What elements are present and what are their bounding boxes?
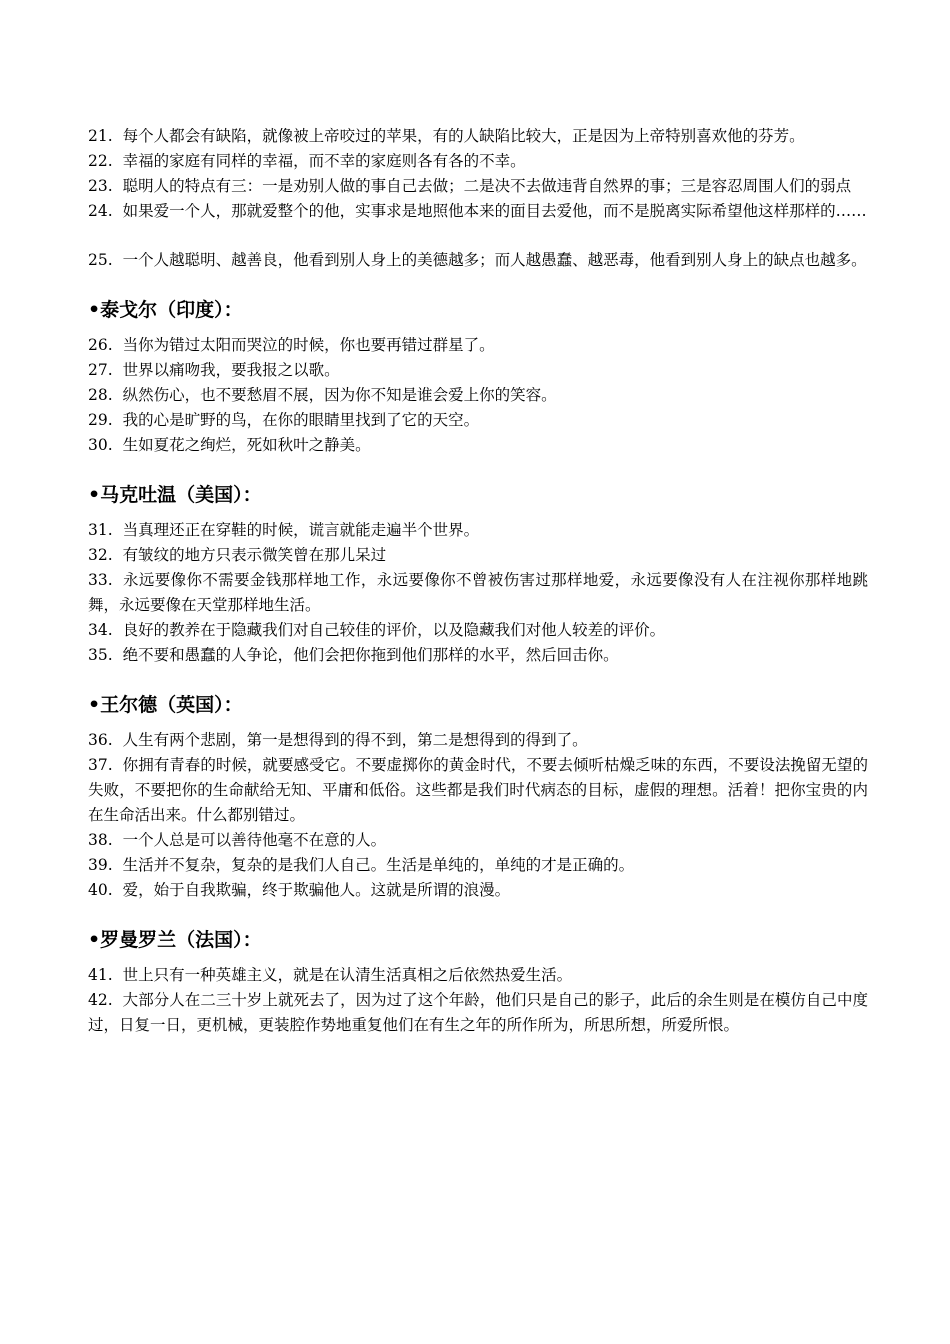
- quote-number: 39.: [88, 856, 113, 874]
- quote-item: [88, 828, 868, 853]
- quote-number: 35.: [88, 646, 113, 664]
- quote-number: 42.: [88, 991, 113, 1009]
- quote-item: [88, 149, 868, 174]
- section-tagore: [88, 297, 868, 458]
- quote-number: 40.: [88, 881, 113, 899]
- quote-text: 生活并不复杂，复杂的是我们人自己。生活是单纯的，单纯的才是正确的。: [122, 856, 635, 874]
- quote-number: 26.: [88, 336, 113, 354]
- section-heading: •泰戈尔（印度）：: [88, 299, 243, 321]
- quote-number: 30.: [88, 436, 113, 454]
- quote-text: 纵然伤心，也不要愁眉不展，因为你不知是谁会爱上你的笑容。: [122, 386, 557, 404]
- quote-item: [88, 963, 868, 988]
- quote-text: 如果爱一个人，那就爱整个的他，实事求是地照他本来的面目去爱他，而不是脱离实际希望他这样那样的……: [122, 202, 867, 220]
- quote-item: [88, 199, 868, 224]
- quote-number: 25.: [88, 251, 113, 269]
- quote-number: 21.: [88, 127, 113, 145]
- quote-item: [88, 878, 868, 903]
- quote-number: 34.: [88, 621, 113, 639]
- quote-text: 聪明人的特点有三：一是劝别人做的事自己去做；二是决不去做违背自然界的事；三是容忍周围人们的弱点: [122, 177, 852, 195]
- spacer: [88, 668, 868, 692]
- quote-text: 有皱纹的地方只表示微笑曾在那儿呆过: [122, 546, 387, 564]
- quote-number: 33.: [88, 571, 113, 589]
- quote-number: 22.: [88, 152, 113, 170]
- quote-text: 爱，始于自我欺骗，终于欺骗他人。这就是所谓的浪漫。: [122, 881, 511, 899]
- quote-number: 32.: [88, 546, 113, 564]
- quote-text: 大部分人在二三十岁上就死去了，因为过了这个年龄，他们只是自己的影子，此后的余生则是在模仿自己中度过，日复一日，更机械，更装腔作势地重复他们在有生之年的所作所为，所思所想，所爱所恨。: [88, 991, 868, 1034]
- quote-text: 永远要像你不需要金钱那样地工作，永远要像你不曾被伤害过那样地爱，永远要像没有人在注视你那样地跳舞，永远要像在天堂那样地生活。: [88, 571, 868, 614]
- quote-item: [88, 358, 868, 383]
- quote-text: 一个人总是可以善待他毫不在意的人。: [122, 831, 387, 849]
- quote-number: 38.: [88, 831, 113, 849]
- quote-text: 绝不要和愚蠢的人争论，他们会把你拖到他们那样的水平，然后回击你。: [122, 646, 619, 664]
- quote-text: 世上只有一种英雄主义，就是在认清生活真相之后依然热爱生活。: [122, 966, 573, 984]
- quote-item: [88, 988, 868, 1038]
- section-wilde: [88, 692, 868, 903]
- document-page: [88, 124, 868, 1038]
- quote-text: 每个人都会有缺陷，就像被上帝咬过的苹果，有的人缺陷比较大，正是因为上帝特别喜欢他的芬芳。: [122, 127, 805, 145]
- quote-text: 人生有两个悲剧，第一是想得到的得不到，第二是想得到的得到了。: [122, 731, 588, 749]
- spacer: [88, 224, 868, 248]
- quote-number: 37.: [88, 756, 113, 774]
- quote-item: [88, 728, 868, 753]
- quote-text: 我的心是旷野的鸟，在你的眼睛里找到了它的天空。: [122, 411, 480, 429]
- quote-number: 29.: [88, 411, 113, 429]
- quote-number: 36.: [88, 731, 113, 749]
- quote-item: [88, 248, 868, 273]
- quote-item: [88, 643, 868, 668]
- quote-number: 28.: [88, 386, 113, 404]
- quote-text: 当你为错过太阳而哭泣的时候，你也要再错过群星了。: [122, 336, 495, 354]
- quote-number: 27.: [88, 361, 113, 379]
- quote-number: 24.: [88, 202, 113, 220]
- quote-item: [88, 433, 868, 458]
- section-mark-twain: [88, 482, 868, 668]
- quote-item: [88, 383, 868, 408]
- quote-item: [88, 753, 868, 828]
- section-heading: •王尔德（英国）：: [88, 694, 243, 716]
- quote-text: 世界以痛吻我，要我报之以歌。: [122, 361, 340, 379]
- quote-item: [88, 518, 868, 543]
- quote-item: [88, 174, 868, 199]
- quote-text: 生如夏花之绚烂，死如秋叶之静美。: [122, 436, 371, 454]
- quote-number: 23.: [88, 177, 113, 195]
- spacer: [88, 273, 868, 297]
- quote-item: [88, 408, 868, 433]
- quote-item: [88, 543, 868, 568]
- quote-text: 当真理还正在穿鞋的时候，谎言就能走遍半个世界。: [122, 521, 480, 539]
- spacer: [88, 903, 868, 927]
- quote-item: [88, 333, 868, 358]
- quote-text: 幸福的家庭有同样的幸福，而不幸的家庭则各有各的不幸。: [122, 152, 526, 170]
- quote-text: 你拥有青春的时候，就要感受它。不要虚掷你的黄金时代，不要去倾听枯燥乏味的东西，不要设法挽留无望的失败，不要把你的生命献给无知、平庸和低俗。这些都是我们时代病态的目标，虚假的理想。活着！把你宝贵的内在生命活出来。什么都别错过。: [88, 756, 868, 824]
- quote-number: 31.: [88, 521, 113, 539]
- quote-number: 41.: [88, 966, 113, 984]
- quote-group-top: [88, 124, 868, 273]
- section-heading: •马克吐温（美国）：: [88, 484, 262, 506]
- quote-item: [88, 853, 868, 878]
- quote-item: [88, 568, 868, 618]
- section-romain-rolland: [88, 927, 868, 1038]
- section-heading: •罗曼罗兰（法国）：: [88, 929, 262, 951]
- quote-text: 良好的教养在于隐藏我们对自己较佳的评价，以及隐藏我们对他人较差的评价。: [122, 621, 666, 639]
- quote-text: 一个人越聪明、越善良，他看到别人身上的美德越多；而人越愚蠢、越恶毒，他看到别人身上的缺点也越多。: [122, 251, 867, 269]
- quote-item: [88, 124, 868, 149]
- quote-item: [88, 618, 868, 643]
- spacer: [88, 458, 868, 482]
